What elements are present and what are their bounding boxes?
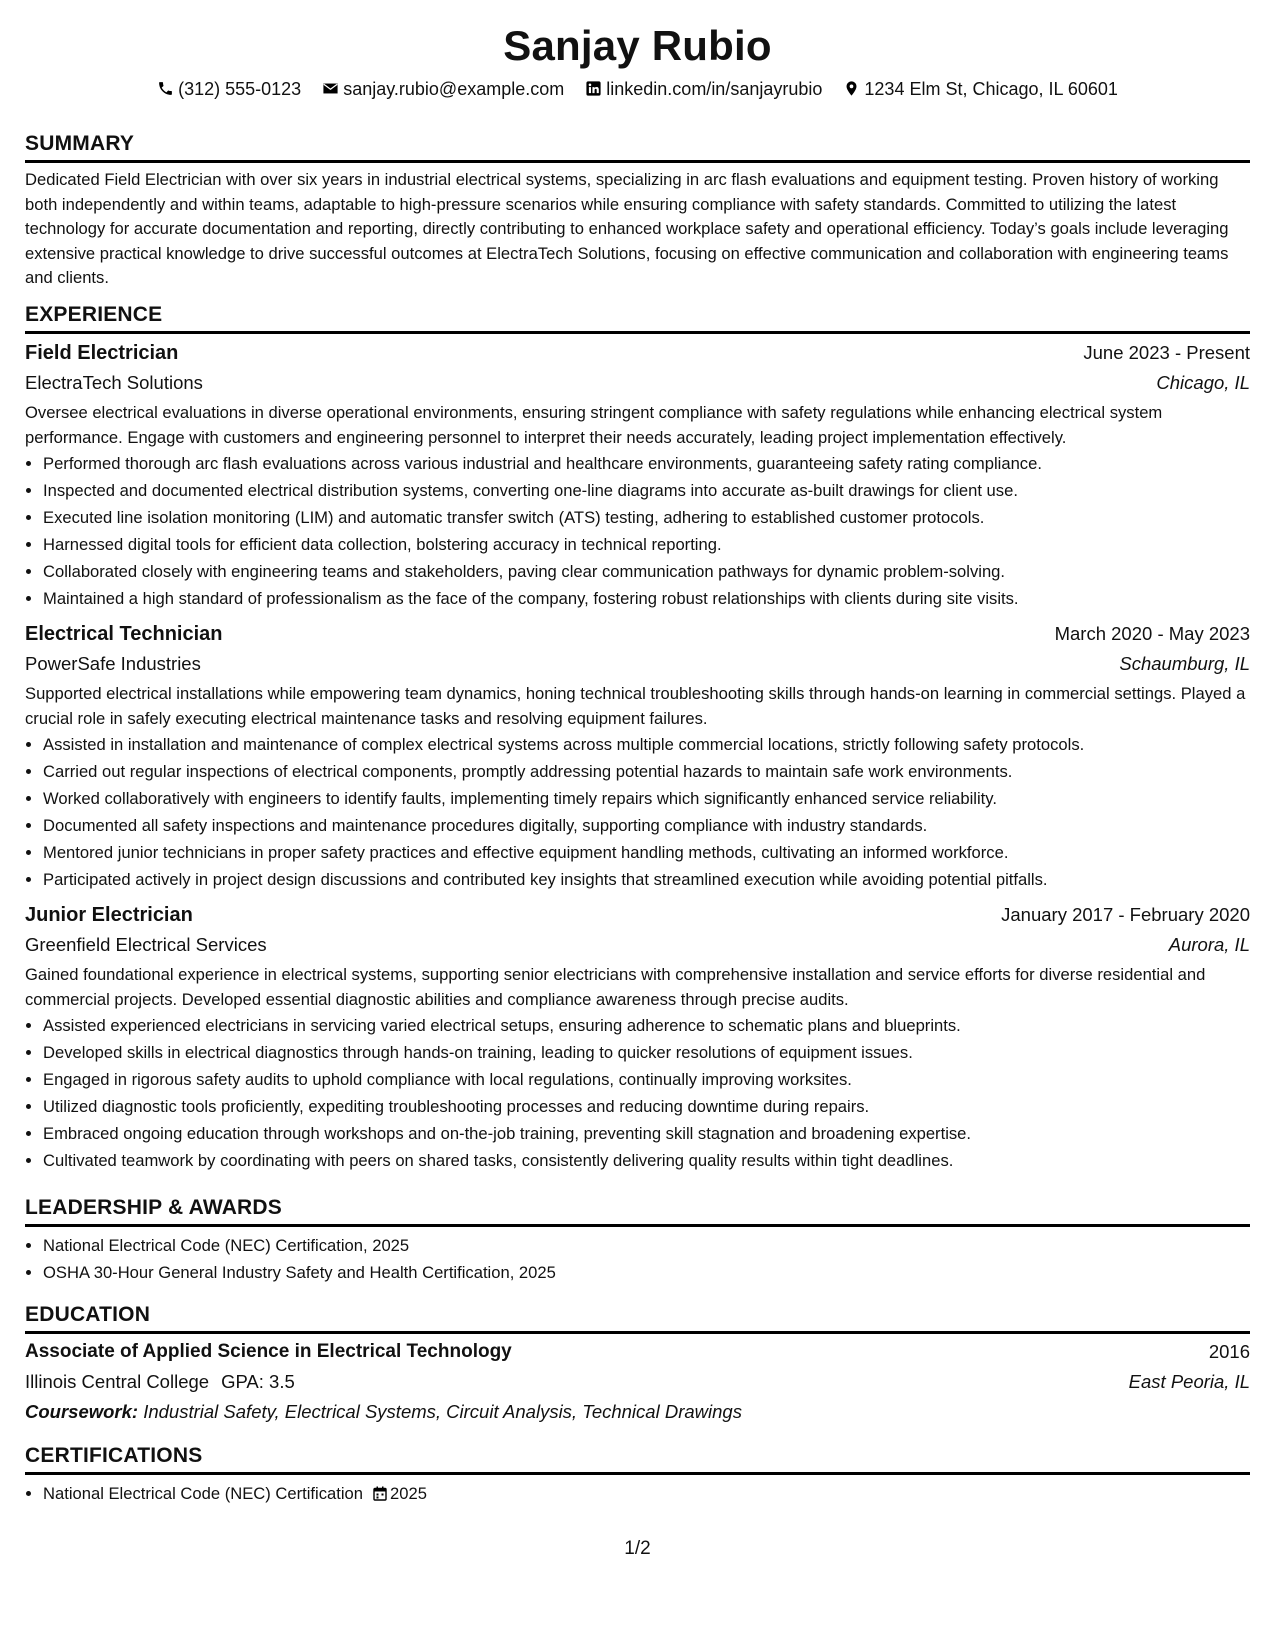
education-location: East Peoria, IL — [1128, 1371, 1250, 1392]
awards-section — [25, 1194, 1250, 1286]
list-item: • OSHA 30-Hour General Industry Safety and Health Certification, 2025 — [43, 1259, 1250, 1286]
section-divider — [25, 1331, 1250, 1334]
list-item: • Mentored junior technicians in proper safety practices and effective equipment handling methods, cultivating an informed workforce. — [43, 839, 1250, 866]
job-bullets — [25, 1012, 1250, 1174]
phone-icon — [157, 80, 174, 97]
linkedin-text: linkedin.com/in/sanjayrubio — [606, 78, 823, 99]
contact-email[interactable] — [322, 79, 564, 100]
job-title: Junior Electrician — [25, 904, 193, 926]
job-date: March 2020 - May 2023 — [1054, 623, 1250, 644]
job-title: Field Electrician — [25, 342, 179, 364]
contact-linkedin[interactable] — [585, 79, 822, 100]
certifications-section — [25, 1442, 1250, 1507]
email-text: sanjay.rubio@example.com — [343, 78, 565, 99]
education-section — [25, 1301, 1250, 1426]
linkedin-icon — [585, 80, 602, 97]
map-pin-icon — [843, 80, 860, 97]
list-item: • Worked collaboratively with engineers to identify faults, implementing timely repairs which significantly enhanced service reliability. — [43, 785, 1250, 812]
coursework — [25, 1398, 1250, 1426]
summary-text: Dedicated Field Electrician with over six years in industrial electrical systems, specializing in arc flash evaluations and equipment testing. Proven history of working both independently and within teams, adaptable to high-pressure scenarios while ensuring compliance with safety standards. Committed to utilizing the latest technology for accurate documentation and reporting, directly contributing to enhanced workplace safety and operational efficiency. Today’s goals include leveraging extensive practical knowledge to drive successful outcomes at ElectraTech Solutions, focusing on effective communication and collaboration with engineering teams and clients. — [25, 170, 1229, 287]
job-entry — [25, 901, 1250, 1174]
job-location: Aurora, IL — [1168, 934, 1250, 955]
list-item: • Participated actively in project design discussions and contributed key insights that streamlined execution while avoiding potential pitfalls. — [43, 866, 1250, 893]
list-item: • Utilized diagnostic tools proficiently, expediting troubleshooting processes and reducing downtime during repairs. — [43, 1093, 1250, 1120]
summary-section — [25, 130, 1250, 291]
job-description: Supported electrical installations while empowering team dynamics, honing technical troubleshooting skills through hands-on learning in commercial settings. Played a crucial role in safely executing electrical maintenance tasks and resolving equipment failures. — [25, 684, 1246, 728]
education-year: 2016 — [1208, 1341, 1250, 1362]
job-entry — [25, 620, 1250, 893]
candidate-name: Sanjay Rubio — [503, 22, 772, 69]
address-text: 1234 Elm St, Chicago, IL 60601 — [864, 78, 1118, 99]
job-bullets — [25, 731, 1250, 893]
list-item: • Inspected and documented electrical distribution systems, converting one-line diagrams into accurate as-built drawings for client use. — [43, 477, 1250, 504]
list-item: • Harnessed digital tools for efficient data collection, bolstering accuracy in technical reporting. — [43, 531, 1250, 558]
list-item: • Cultivated teamwork by coordinating with peers on shared tasks, consistently delivering quality results within tight deadlines. — [43, 1147, 1250, 1174]
list-item: • Developed skills in electrical diagnostics through hands-on training, leading to quicker resolutions of equipment issues. — [43, 1039, 1250, 1066]
job-description: Oversee electrical evaluations in diverse operational environments, ensuring stringent compliance with safety regulations while enhancing electrical system performance. Engage with customers and engineering personnel to interpret their needs accurately, leading project implementation effectively. — [25, 403, 1163, 447]
section-title: EXPERIENCE — [25, 303, 163, 326]
section-divider — [25, 160, 1250, 163]
experience-section — [25, 301, 1250, 1174]
job-location: Chicago, IL — [1156, 372, 1250, 393]
job-date: June 2023 - Present — [1083, 342, 1250, 363]
list-item: • Performed thorough arc flash evaluations across various industrial and healthcare environments, guaranteeing safety rating compliance. — [43, 450, 1250, 477]
certification-year: 2025 — [390, 1484, 427, 1503]
section-divider — [25, 1472, 1250, 1475]
job-location: Schaumburg, IL — [1119, 653, 1250, 674]
job-title: Electrical Technician — [25, 623, 223, 645]
school-text: Illinois Central College — [25, 1371, 210, 1392]
list-item: • National Electrical Code (NEC) Certification, 2025 — [43, 1232, 1250, 1259]
certifications-list — [25, 1480, 1250, 1507]
school-name — [25, 1368, 295, 1396]
section-divider — [25, 1224, 1250, 1227]
certification-name: National Electrical Code (NEC) Certification — [43, 1484, 364, 1503]
job-description: Gained foundational experience in electrical systems, supporting senior electricians with comprehensive installation and service efforts for diverse residential and commercial projects. Developed essential diagnostic abilities and compliance awareness through precise audits. — [25, 965, 1206, 1009]
list-item: • Collaborated closely with engineering teams and stakeholders, paving clear communication pathways for dynamic problem-solving. — [43, 558, 1250, 585]
section-title: LEADERSHIP & AWARDS — [25, 1196, 282, 1219]
page-number: 1/2 — [624, 1538, 651, 1559]
list-item: • Executed line isolation monitoring (LIM) and automatic transfer switch (ATS) testing, adhering to established customer protocols. — [43, 504, 1250, 531]
resume-page — [25, 0, 1250, 1650]
phone-text: (312) 555-0123 — [178, 78, 302, 99]
coursework-text: Industrial Safety, Electrical Systems, Circuit Analysis, Technical Drawings — [143, 1401, 742, 1422]
list-item: • Carried out regular inspections of electrical components, promptly addressing potential hazards to maintain safe work environments. — [43, 758, 1250, 785]
job-bullets — [25, 450, 1250, 612]
contact-address — [843, 79, 1118, 100]
section-title: CERTIFICATIONS — [25, 1444, 203, 1467]
envelope-icon — [322, 80, 339, 97]
coursework-label: Coursework: — [25, 1401, 139, 1422]
job-company: Greenfield Electrical Services — [25, 934, 267, 955]
job-company: PowerSafe Industries — [25, 653, 201, 674]
job-entry — [25, 339, 1250, 612]
list-item — [43, 1480, 1250, 1507]
gpa: GPA: 3.5 — [221, 1371, 295, 1392]
list-item: • Documented all safety inspections and maintenance procedures digitally, supporting compliance with industry standards. — [43, 812, 1250, 839]
section-divider — [25, 331, 1250, 334]
section-title: EDUCATION — [25, 1303, 151, 1326]
awards-list — [25, 1232, 1250, 1286]
list-item: • Embraced ongoing education through workshops and on-the-job training, preventing skill stagnation and broadening expertise. — [43, 1120, 1250, 1147]
list-item: • Maintained a high standard of professionalism as the face of the company, fostering robust relationships with clients during site visits. — [43, 585, 1250, 612]
contact-bar — [25, 78, 1250, 100]
list-item: • Assisted experienced electricians in servicing varied electrical setups, ensuring adherence to schematic plans and blueprints. — [43, 1012, 1250, 1039]
section-title: SUMMARY — [25, 132, 135, 155]
calendar-icon — [373, 1486, 387, 1501]
job-company: ElectraTech Solutions — [25, 372, 203, 393]
contact-phone — [157, 79, 301, 100]
list-item: • Assisted in installation and maintenance of complex electrical systems across multiple commercial locations, strictly following safety protocols. — [43, 731, 1250, 758]
degree-title: Associate of Applied Science in Electrical Technology — [25, 1341, 512, 1362]
list-item: • Engaged in rigorous safety audits to uphold compliance with local regulations, continually improving worksites. — [43, 1066, 1250, 1093]
job-date: January 2017 - February 2020 — [1001, 904, 1250, 925]
